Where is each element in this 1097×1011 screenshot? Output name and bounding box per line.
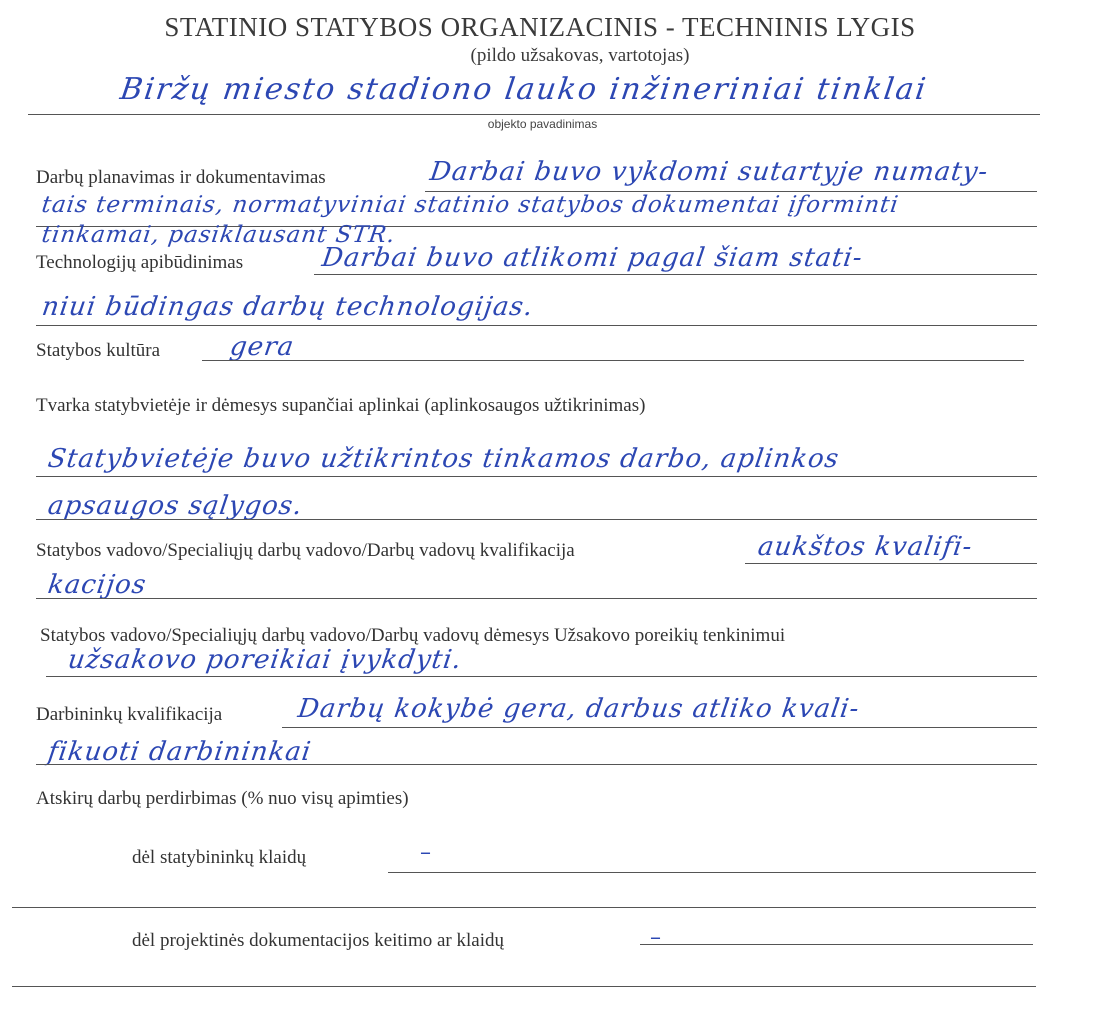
object-name-handwritten: Biržų miesto stadiono lauko inžineriniai tinklai	[118, 72, 930, 107]
form-subtitle: (pildo užsakovas, vartotojas)	[470, 45, 690, 66]
rework-project-value: –	[650, 925, 662, 950]
qualification-line-2	[36, 598, 1037, 599]
rework-label: Atskirų darbų perdirbimas (% nuo visų apimties)	[36, 788, 409, 809]
attention-value: užsakovo poreikiai įvykdyti.	[66, 645, 464, 675]
workers-line-2	[36, 764, 1037, 765]
workers-value-line-1: Darbų kokybė gera, darbus atliko kvali-	[296, 694, 862, 724]
object-name-caption: objekto pavadinimas	[487, 117, 598, 131]
order-line-2	[36, 519, 1037, 520]
culture-line	[202, 360, 1024, 361]
rework-separator-line	[12, 907, 1036, 908]
order-value-line-1: Statybvietėje buvo užtikrintos tinkamos darbo, aplinkos	[46, 444, 842, 474]
qualification-label: Statybos vadovo/Specialiųjų darbų vadovo/Darbų vadovų kvalifikacija	[36, 540, 575, 561]
form-title: STATINIO STATYBOS ORGANIZACINIS - TECHNINIS LYGIS	[164, 12, 916, 42]
planning-label: Darbų planavimas ir dokumentavimas	[36, 167, 326, 188]
technology-value-line-2: niui būdingas darbų technologijas.	[40, 292, 536, 322]
rework-builders-line	[388, 872, 1036, 873]
planning-value-line-1: Darbai buvo vykdomi sutartyje numaty-	[428, 157, 991, 187]
technology-line-2	[36, 325, 1037, 326]
attention-label: Statybos vadovo/Specialiųjų darbų vadovo/Darbų vadovų dėmesys Užsakovo poreikių tenkinimui	[40, 625, 786, 646]
planning-value-line-3: tinkamai, pasiklausant STR.	[40, 222, 398, 248]
culture-label: Statybos kultūra	[36, 340, 161, 361]
workers-line-1	[282, 727, 1037, 728]
bottom-line	[12, 986, 1036, 987]
rework-builders-value: –	[420, 840, 432, 865]
planning-value-line-2: tais terminais, normatyviniai statinio statybos dokumentai įforminti	[40, 192, 901, 218]
order-label: Tvarka statybvietėje ir dėmesys supančiai aplinkai (aplinkosaugos užtikrinimas)	[36, 395, 646, 416]
attention-line	[46, 676, 1037, 677]
rework-builders-label: dėl statybininkų klaidų	[132, 847, 307, 868]
rework-project-line	[640, 944, 1033, 945]
technology-label: Technologijų apibūdinimas	[36, 252, 244, 273]
workers-value-line-2: fikuoti darbininkai	[46, 737, 314, 767]
qualification-value-line-2: kacijos	[46, 570, 149, 600]
rework-project-label: dėl projektinės dokumentacijos keitimo ar klaidų	[132, 930, 504, 951]
qualification-line-1	[745, 563, 1037, 564]
technology-line-1	[314, 274, 1037, 275]
technology-value-line-1: Darbai buvo atlikomi pagal šiam stati-	[320, 243, 865, 273]
qualification-value-line-1: aukštos kvalifi-	[756, 532, 975, 562]
order-line-1	[36, 476, 1037, 477]
object-name-line	[28, 114, 1040, 115]
culture-value: gera	[228, 332, 297, 362]
order-value-line-2: apsaugos sąlygos.	[46, 491, 305, 521]
workers-label: Darbininkų kvalifikacija	[36, 704, 223, 725]
